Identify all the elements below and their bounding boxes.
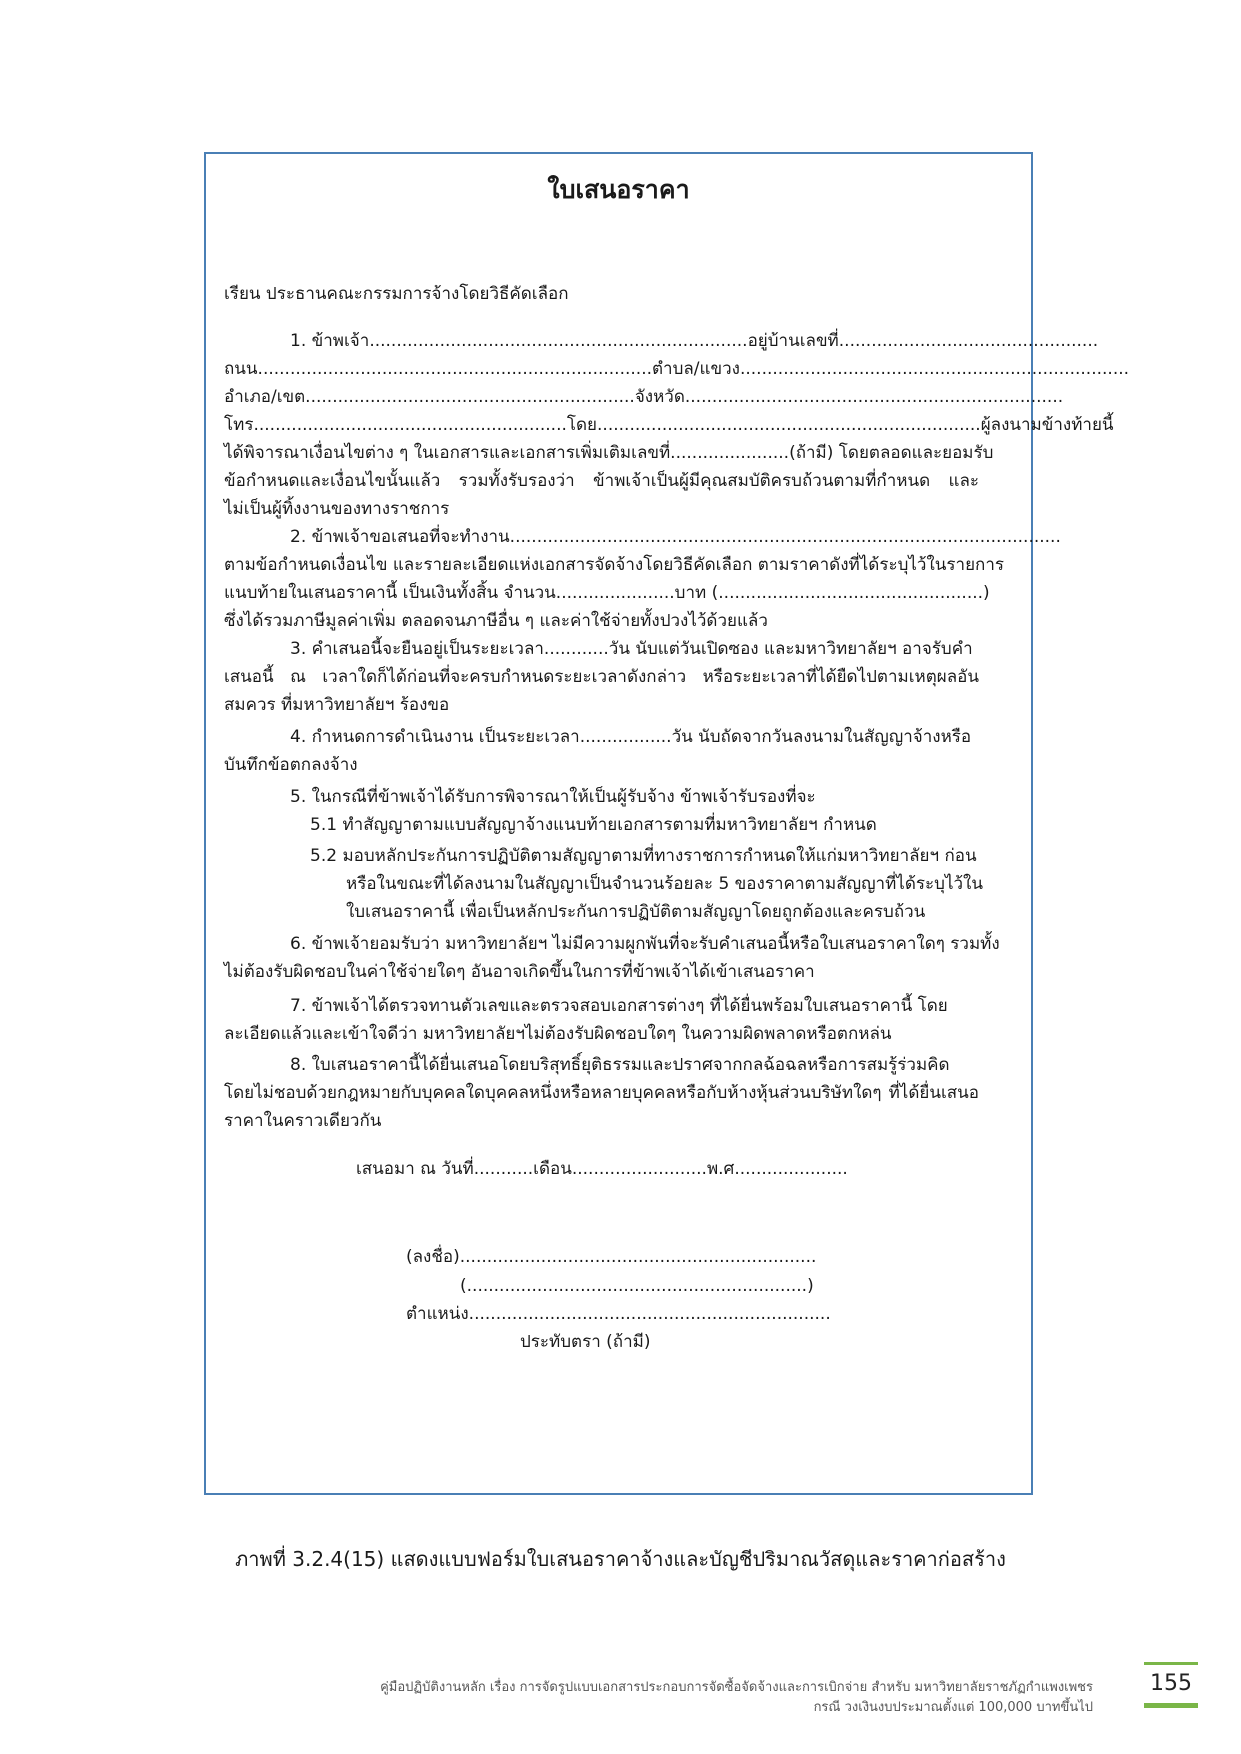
form-line: 5.2 มอบหลักประกันการปฏิบัติตามสัญญาตามที่ทางราชการกำหนดให้แก่มหาวิทยาลัยฯ ก่อน — [310, 846, 977, 866]
form-line: เสนอนี้ ณ เวลาใดก็ได้ก่อนที่จะครบกำหนดระยะเวลาดังกล่าว หรือระยะเวลาที่ได้ยืดไปตามเหตุผลอัน — [224, 667, 979, 687]
form-line: 3. คำเสนอนี้จะยืนอยู่เป็นระยะเวลา............วัน นับแต่วันเปิดซอง และมหาวิทยาลัยฯ อาจรับคำ — [290, 639, 973, 659]
quotation-form-frame — [204, 152, 1130, 1495]
footer-line-1: คู่มือปฏิบัติงานหลัก เรื่อง การจัดรูปแบบเอกสารประกอบการจัดซื้อจัดจ้างและการเบิกจ่าย สำหรับ มหาวิทยาลัยราชภัฏกำแพงเพชร — [380, 1680, 1093, 1695]
footer-text — [193, 1678, 1093, 1718]
form-line: 6. ข้าพเจ้ายอมรับว่า มหาวิทยาลัยฯ ไม่มีความผูกพันที่จะรับคำเสนอนี้หรือใบเสนอราคาใดๆ รวมทั้ง — [290, 934, 1000, 954]
figure-caption: ภาพที่ 3.2.4(15) แสดงแบบฟอร์มใบเสนอราคาจ้างและบัญชีปริมาณวัสดุและราคาก่อสร้าง — [235, 1547, 1006, 1571]
page-number-block — [1144, 1662, 1198, 1708]
form-line: 5. ในกรณีที่ข้าพเจ้าได้รับการพิจารณาให้เป็นผู้รับจ้าง ข้าพเจ้ารับรองที่จะ — [290, 787, 816, 807]
form-line: ไม่เป็นผู้ทิ้งงานของทางราชการ — [224, 499, 450, 519]
form-line: 1. ข้าพเจ้า......................................................................อยู่บ้านเลขที่................................................ — [290, 331, 1099, 351]
name-parentheses-line: (...............................................................) — [460, 1276, 814, 1296]
form-line: ละเอียดแล้วและเข้าใจดีว่า มหาวิทยาลัยฯไม่ต้องรับผิดชอบใดๆ ในความผิดพลาดหรือตกหล่น — [224, 1024, 892, 1044]
form-line: หรือในขณะที่ได้ลงนามในสัญญาเป็นจำนวนร้อยละ 5 ของราคาตามสัญญาที่ได้ระบุไว้ใน — [346, 874, 983, 894]
form-line: ถนน.........................................................................ตำบล/แขวง........................................................................ — [224, 359, 1130, 379]
form-line: แนบท้ายในเสนอราคานี้ เป็นเงินทั้งสิ้น จำนวน......................บาท (.................................................) — [224, 583, 990, 603]
form-line: โทร..........................................................โดย.......................................................................ผู้ลงนามข้างท้ายนี้ — [224, 415, 1114, 435]
form-line: 5.1 ทำสัญญาตามแบบสัญญาจ้างแนบท้ายเอกสารตามที่มหาวิทยาลัยฯ กำหนด — [310, 815, 877, 835]
form-title: ใบเสนอราคา — [547, 175, 690, 204]
form-line: ใบเสนอราคานี้ เพื่อเป็นหลักประกันการปฏิบัติตามสัญญาโดยถูกต้องและครบถ้วน — [346, 902, 926, 922]
form-line: 8. ใบเสนอราคานี้ได้ยื่นเสนอโดยบริสุทธิ์ยุติธรรมและปราศจากกลฉ้อฉลหรือการสมรู้ร่วมคิด — [290, 1055, 950, 1075]
form-line: บันทึกข้อตกลงจ้าง — [224, 755, 358, 775]
position-line: ตำแหน่ง................................................................... — [406, 1304, 831, 1324]
page-number: 155 — [1150, 1671, 1192, 1696]
form-line: 2. ข้าพเจ้าขอเสนอที่จะทำงาน...................................................................................................... — [290, 527, 1061, 547]
seal-note: ประทับตรา (ถ้ามี) — [520, 1332, 651, 1352]
form-line: ข้อกำหนดและเงื่อนไขนั้นแล้ว รวมทั้งรับรองว่า ข้าพเจ้าเป็นผู้มีคุณสมบัติครบถ้วนตามที่กำหนด และ — [224, 471, 979, 491]
form-line: สมควร ที่มหาวิทยาลัยฯ ร้องขอ — [224, 695, 450, 715]
form-line: ไม่ต้องรับผิดชอบในค่าใช้จ่ายใดๆ อันอาจเกิดขึ้นในการที่ข้าพเจ้าได้เข้าเสนอราคา — [224, 962, 815, 982]
form-line: ราคาในคราวเดียวกัน — [224, 1111, 382, 1131]
form-line: ซึ่งได้รวมภาษีมูลค่าเพิ่ม ตลอดจนภาษีอื่น ๆ และค่าใช้จ่ายทั้งปวงไว้ด้วยแล้ว — [224, 611, 768, 631]
salutation: เรียน ประธานคณะกรรมการจ้างโดยวิธีคัดเลือก — [224, 284, 569, 304]
form-line: 4. กำหนดการดำเนินงาน เป็นระยะเวลา.................วัน นับถัดจากวันลงนามในสัญญาจ้างหรือ — [290, 727, 972, 747]
form-line: โดยไม่ชอบด้วยกฎหมายกับบุคคลใดบุคคลหนึ่งหรือหลายบุคคลหรือกับห้างหุ้นส่วนบริษัทใดๆ ที่ได้ยื่นเสนอ — [224, 1083, 979, 1103]
date-line: เสนอมา ณ วันที่...........เดือน.........................พ.ศ..................... — [356, 1159, 848, 1179]
page-number-rule-bottom — [1144, 1703, 1198, 1708]
footer-line-2: กรณี วงเงินงบประมาณตั้งแต่ 100,000 บาทขึ้นไป — [813, 1700, 1093, 1715]
signature-line: (ลงชื่อ).................................................................. — [406, 1247, 817, 1267]
form-line: ได้พิจารณาเงื่อนไขต่าง ๆ ในเอกสารและเอกสารเพิ่มเติมเลขที่......................(ถ้ามี) โดยตลอดและยอมรับ — [224, 443, 994, 463]
form-line: อำเภอ/เขต.............................................................จังหวัด...................................................................... — [224, 387, 1064, 407]
form-line: ตามข้อกำหนดเงื่อนไข และรายละเอียดแห่งเอกสารจัดจ้างโดยวิธีคัดเลือก ตามราคาดังที่ได้ระบุไว้ในรายการ — [224, 555, 1004, 575]
form-line: 7. ข้าพเจ้าได้ตรวจทานตัวเลขและตรวจสอบเอกสารต่างๆ ที่ได้ยื่นพร้อมใบเสนอราคานี้ โดย — [290, 996, 948, 1016]
